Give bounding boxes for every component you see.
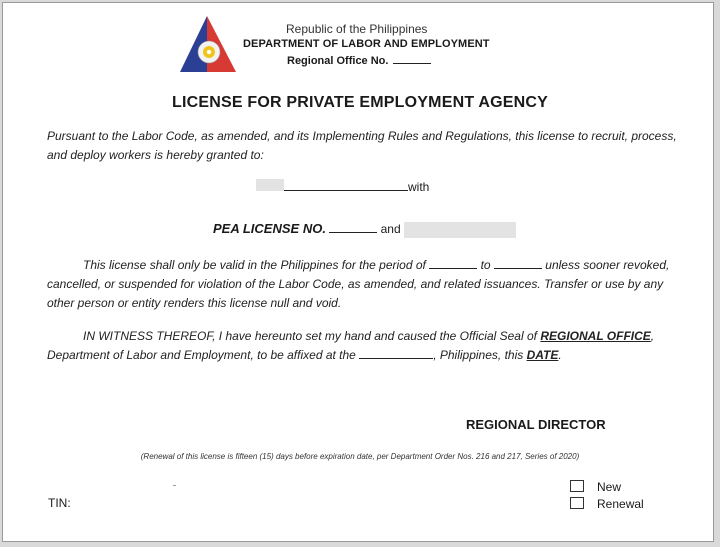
validity-text-3: unless sooner revoked, cancelled, or suspended for violation of the Labor Code, as amended, and related issuances. Transfer or use by any other person or entity renders this license null and void. xyxy=(47,258,670,310)
regional-office-blank[interactable] xyxy=(393,53,431,64)
witness-paragraph xyxy=(47,327,677,365)
regional-office-emphasis: REGIONAL OFFICE xyxy=(540,329,651,343)
period-start-blank[interactable] xyxy=(429,256,477,269)
with-label: with xyxy=(408,180,430,194)
witness-text-1: IN WITNESS THEREOF, I have hereunto set my hand and caused the Official Seal of xyxy=(83,329,537,343)
validity-text-1: This license shall only be valid in the Philippines for the period of xyxy=(83,258,426,272)
header-department: DEPARTMENT OF LABOR AND EMPLOYMENT xyxy=(243,38,490,50)
witness-text-2: , Department of Labor and Employment, to be affixed at the xyxy=(47,329,655,362)
redacted-field xyxy=(404,222,516,238)
date-emphasis: DATE xyxy=(526,348,559,362)
license-title: LICENSE FOR PRIVATE EMPLOYMENT AGENCY xyxy=(171,94,549,111)
pea-license-number-blank[interactable] xyxy=(329,220,377,233)
place-blank[interactable] xyxy=(359,346,433,359)
validity-text-2: to xyxy=(480,258,491,272)
stray-mark xyxy=(173,485,176,486)
renewal-label: Renewal xyxy=(597,497,644,511)
header-regional-office xyxy=(287,53,431,67)
grant-paragraph: Pursuant to the Labor Code, as amended, and its Implementing Rules and Regulations, this license to recruit, process, and deploy workers is hereby granted to: xyxy=(47,129,677,162)
new-checkbox[interactable] xyxy=(570,480,584,492)
witness-text-3: , Philippines, this xyxy=(433,348,524,362)
renewal-footnote: (Renewal of this license is fifteen (15) days before expiration date, per Department Order Nos. 216 and 217, Series of 2020) xyxy=(140,452,580,461)
grantee-line xyxy=(256,178,429,194)
regional-director-signatory: REGIONAL DIRECTOR xyxy=(466,417,606,432)
pea-license-line xyxy=(213,220,516,238)
new-label: New xyxy=(597,480,622,494)
regional-office-label: Regional Office No. xyxy=(287,55,389,67)
period-end-blank[interactable] xyxy=(494,256,542,269)
redacted-field xyxy=(256,179,284,191)
validity-paragraph xyxy=(47,256,677,313)
grantee-name-blank[interactable] xyxy=(284,178,408,191)
tin-label: TIN: xyxy=(48,496,71,510)
pea-license-label: PEA LICENSE NO. xyxy=(213,221,326,236)
header-republic: Republic of the Philippines xyxy=(286,22,428,36)
and-label: and xyxy=(380,222,401,236)
witness-text-4: . xyxy=(558,348,562,362)
renewal-checkbox[interactable] xyxy=(570,497,584,509)
dole-seal-icon xyxy=(176,14,238,74)
